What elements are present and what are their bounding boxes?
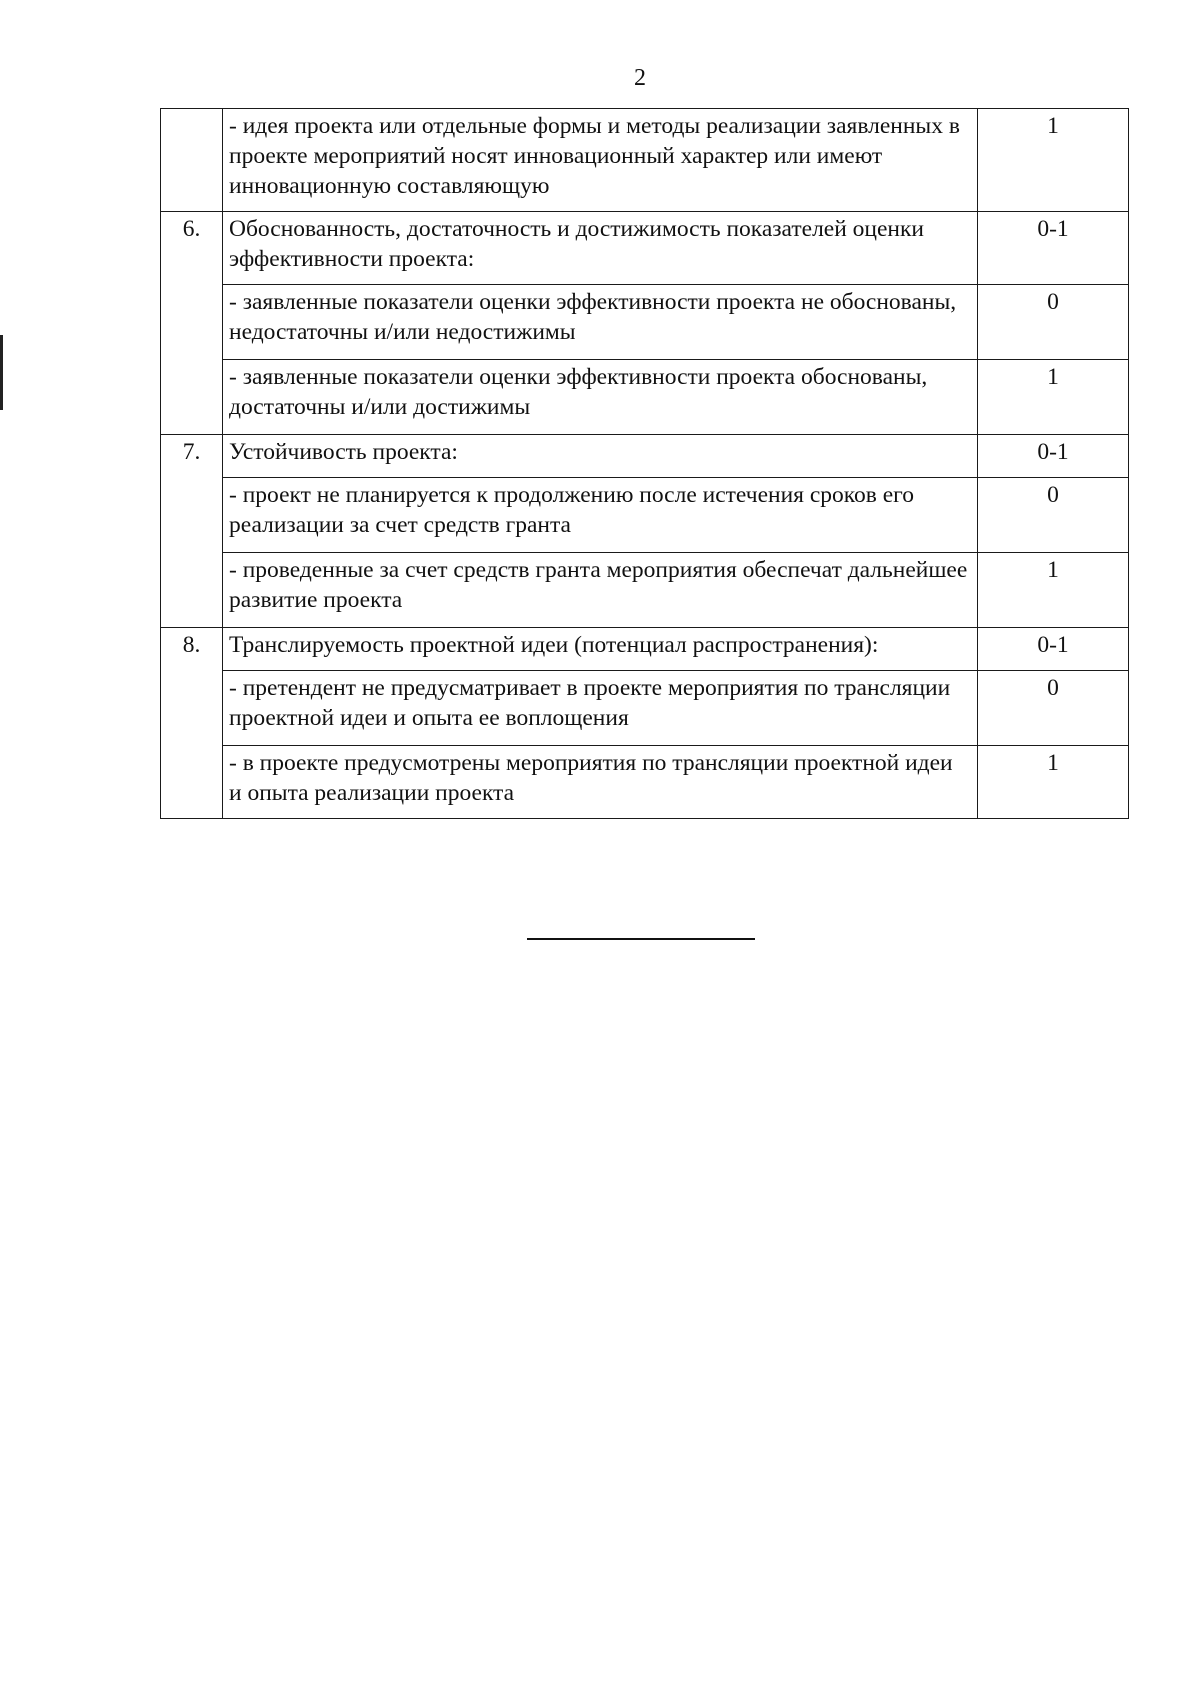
criterion-score: 0-1 <box>978 435 1129 478</box>
table-row <box>161 746 1129 819</box>
row-number: 8. <box>161 628 223 671</box>
criterion-score: 1 <box>978 746 1129 819</box>
table-row <box>161 212 1129 285</box>
row-number: 6. <box>161 212 223 285</box>
criterion-text: - проект не планируется к продолжению после истечения сроков его реализации за счет средств гранта <box>223 478 978 553</box>
scan-margin-mark <box>0 335 3 410</box>
criterion-score: 0 <box>978 671 1129 746</box>
criterion-text: - проведенные за счет средств гранта мероприятия обеспечат дальнейшее развитие проекта <box>223 553 978 628</box>
criterion-score: 0-1 <box>978 628 1129 671</box>
criterion-text: Транслируемость проектной идеи (потенциал распространения): <box>223 628 978 671</box>
criterion-score: 0 <box>978 478 1129 553</box>
row-number <box>161 109 223 212</box>
criterion-text: - идея проекта или отдельные формы и методы реализации заявленных в проекте мероприятий носят инновационный характер или имеют инновационную составляющую <box>223 109 978 212</box>
criterion-text: - заявленные показатели оценки эффективности проекта обоснованы, достаточны и/или достижимы <box>223 360 978 435</box>
criterion-score: 1 <box>978 360 1129 435</box>
table-row <box>161 553 1129 628</box>
row-number <box>161 478 223 553</box>
criterion-score: 0 <box>978 285 1129 360</box>
criterion-text: - заявленные показатели оценки эффективности проекта не обоснованы, недостаточны и/или недостижимы <box>223 285 978 360</box>
table-row <box>161 671 1129 746</box>
table-row <box>161 360 1129 435</box>
table-row <box>161 285 1129 360</box>
page-number: 2 <box>634 65 646 91</box>
criterion-text: - в проекте предусмотрены мероприятия по трансляции проектной идеи и опыта реализации проекта <box>223 746 978 819</box>
table-row <box>161 109 1129 212</box>
criterion-text: Обоснованность, достаточность и достижимость показателей оценки эффективности проекта: <box>223 212 978 285</box>
row-number <box>161 671 223 746</box>
row-number <box>161 285 223 360</box>
criterion-text: Устойчивость проекта: <box>223 435 978 478</box>
criterion-score: 1 <box>978 109 1129 212</box>
criterion-text: - претендент не предусматривает в проекте мероприятия по трансляции проектной идеи и опыта ее воплощения <box>223 671 978 746</box>
criterion-score: 0-1 <box>978 212 1129 285</box>
table-row <box>161 435 1129 478</box>
end-of-document-line <box>527 938 755 940</box>
criterion-score: 1 <box>978 553 1129 628</box>
row-number <box>161 360 223 435</box>
row-number <box>161 553 223 628</box>
table-row <box>161 628 1129 671</box>
table-row <box>161 478 1129 553</box>
row-number: 7. <box>161 435 223 478</box>
row-number <box>161 746 223 819</box>
criteria-table <box>160 108 1129 819</box>
